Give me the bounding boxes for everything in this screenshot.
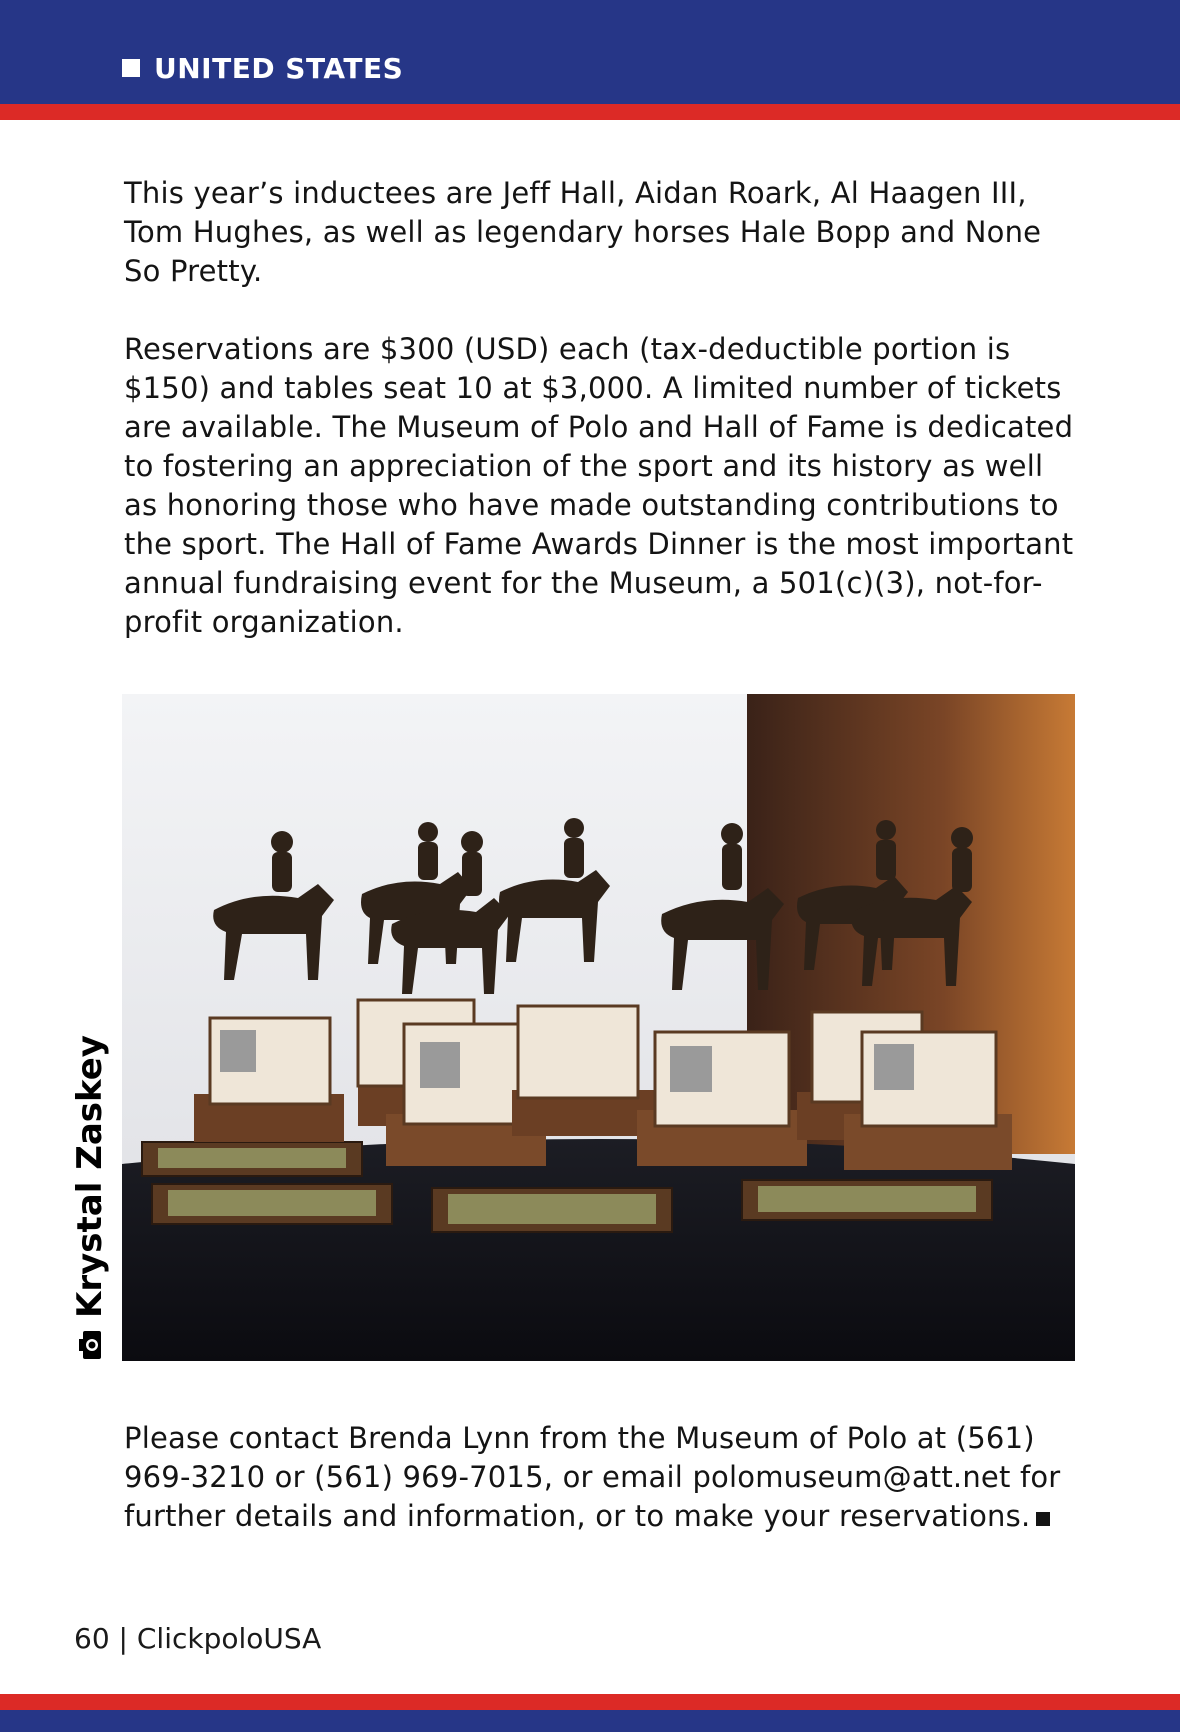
header-stripe (0, 104, 1180, 120)
photo-credit-name: Krystal Zaskey (70, 1035, 110, 1318)
paragraph-reservations: Reservations are $300 (USD) each (tax-deductible portion is $150) and tables seat 10 at $3,000. A limited number of tickets are available. The Museum of Polo and Hall of Fame is dedicated to fostering an appreciation of the sport and its history as well as honoring those who have made outstanding contributions to the sport. The Hall of Fame Awards Dinner is the most important annual fundraising event for the Museum, a 501(c)(3), not-for-profit organization. (124, 332, 1074, 639)
section-label (122, 48, 403, 88)
section-label-text: UNITED STATES (154, 51, 404, 85)
photo-credit (70, 1035, 110, 1360)
square-bullet-icon (122, 59, 140, 77)
trophies-photo (122, 694, 1075, 1361)
camera-icon (78, 1330, 102, 1360)
footer-band (0, 1710, 1180, 1732)
paragraph-contact (124, 1419, 1084, 1536)
end-mark-icon (1036, 1512, 1050, 1526)
page-footer: 60 | ClickpoloUSA (74, 1622, 322, 1655)
footer-stripe (0, 1694, 1180, 1710)
paragraph-contact-text: Please contact Brenda Lynn from the Museum of Polo at (561) 969-3210 or (561) 969-7015, or email polomuseum@att.net for further details and information, or to make your reservations. (124, 1421, 1061, 1533)
paragraph-inductees: This year’s inductees are Jeff Hall, Aidan Roark, Al Haagen III, Tom Hughes, as well as legendary horses Hale Bopp and None So Pretty. (124, 176, 1042, 288)
